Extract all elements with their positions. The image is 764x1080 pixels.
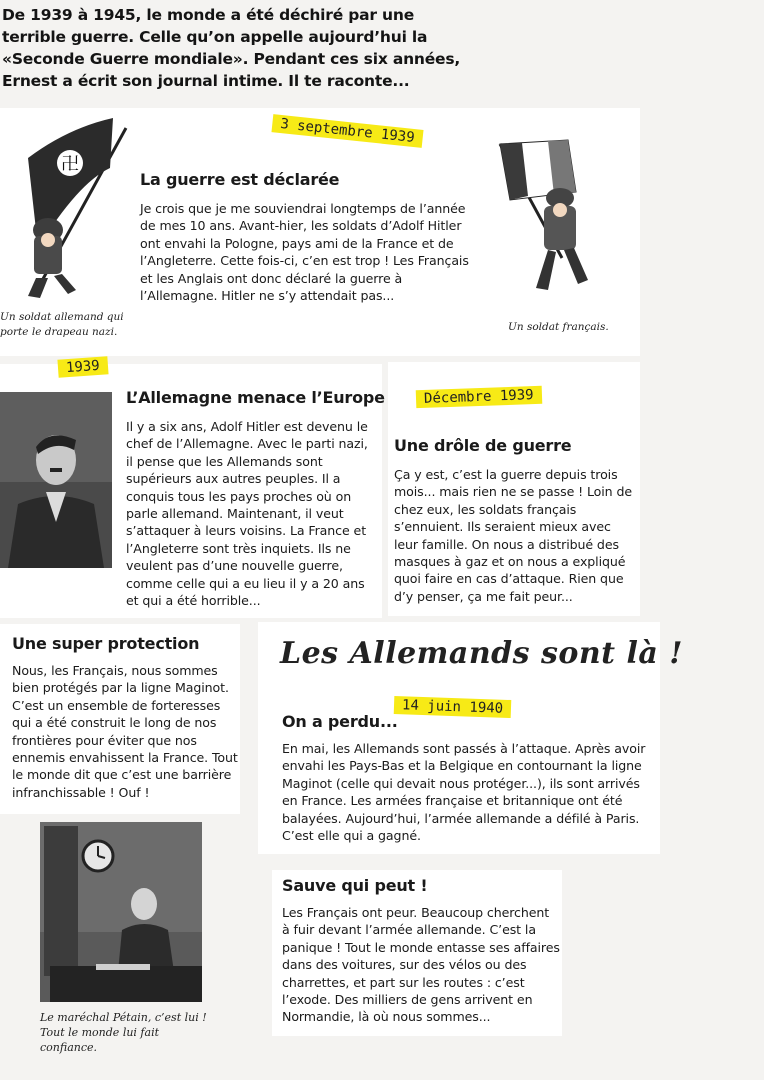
petain-photo — [40, 822, 202, 1002]
intro-text: De 1939 à 1945, le monde a été déchiré par une terrible guerre. Celle qu’on appelle aujourd’hui la «Seconde Guerre mondiale». Pendant ces six années, Ernest a écrit son journal intime. Il te raconte... — [2, 6, 461, 90]
germans-here-title: On a perdu... — [282, 712, 398, 731]
protection-title: Une super protection — [12, 634, 200, 653]
war-declared-title: La guerre est déclarée — [140, 170, 340, 189]
svg-text:卍: 卍 — [61, 154, 79, 175]
german-soldier-illustration — [8, 118, 133, 303]
exodus-text: Les Français ont peur. Beaucoup cherchent à fuir devant l’armée allemande. C’est la panique ! Tout le monde entasse ses affaires dans des voitures, sur des vélos ou des charrettes, et part sur les routes : c’est l’exode. Des milliers de gens arrivent en Normandie, là où nous sommes... — [282, 905, 560, 1025]
phoney-war-title: Une drôle de guerre — [394, 436, 572, 455]
caption-petain: Le maréchal Pétain, c’est lui ! Tout le monde lui fait confiance. — [40, 1011, 207, 1054]
caption-french-soldier: Un soldat français. — [508, 321, 609, 333]
caption-german-soldier: Un soldat allemand qui porte le drapeau nazi. — [0, 311, 124, 338]
date-tag-dec-1939: Décembre 1939 — [416, 386, 542, 408]
phoney-war-text: Ça y est, c’est la guerre depuis trois mois... mais rien ne se passe ! Loin de chez eux, les soldats français s’ennuient. Ils seraient mieux avec leur famille. On nous a distribué des masques à gaz et on nous a expliqué quoi faire en cas d’attaque. Rien que d’y penser, ça me fait peur... — [394, 467, 633, 604]
war-declared-text: Je crois que je me souviendrai longtemps de l’année de mes 10 ans. Avant-hier, les soldats d’Adolf Hitler ont envahi la Pologne, pays ami de la France et de l’Angleterre. Cette fois-ci, c’en est trop ! Les Français et les Anglais ont donc déclaré la guerre à l’Allemagne. Hitler ne s’y attendait pas... — [140, 201, 469, 304]
germans-here-text: En mai, les Allemands sont passés à l’attaque. Après avoir envahi les Pays-Bas et la Belgique en contournant la ligne Maginot (celle qui devait nous protéger...), ils sont arrivés en France. Les armées française et britannique ont été balayées. Aujourd’hui, l’armée allemande a défilé à Paris. C’est elle qui a gagné. — [282, 741, 646, 844]
date-tag-1939: 1939 — [57, 356, 108, 377]
hitler-photo — [0, 392, 112, 568]
exodus-title: Sauve qui peut ! — [282, 876, 428, 895]
date-tag-june-1940: 14 juin 1940 — [394, 696, 512, 718]
germany-threat-text: Il y a six ans, Adolf Hitler est devenu le chef de l’Allemagne. Avec le parti nazi, il pense que les Allemands sont supérieurs aux autres peuples. Il a conquis tous les pays proches où on parle allemand. Maintenant, il veut s’attaquer à leurs voisins. La France et l’Angleterre sont très inquiets. Ils ne veulent pas d’une nouvelle guerre, comme celle qui a eu lieu il y a 20 ans et qui a été horrible... — [126, 419, 368, 609]
germans-here-headline: Les Allemands sont là ! — [280, 636, 683, 671]
germany-threat-title: L’Allemagne menace l’Europe — [126, 388, 385, 407]
protection-text: Nous, les Français, nous sommes bien protégés par la ligne Maginot. C’est un ensemble de forteresses qui a été construit le long de nos frontières pour éviter que nos ennemis envahissent la France. Tout le monde dit que c’est une barrière infranchissable ! Ouf ! — [12, 663, 238, 800]
french-soldier-illustration — [488, 138, 603, 308]
date-tag-sept-1939: 3 septembre 1939 — [271, 114, 423, 148]
